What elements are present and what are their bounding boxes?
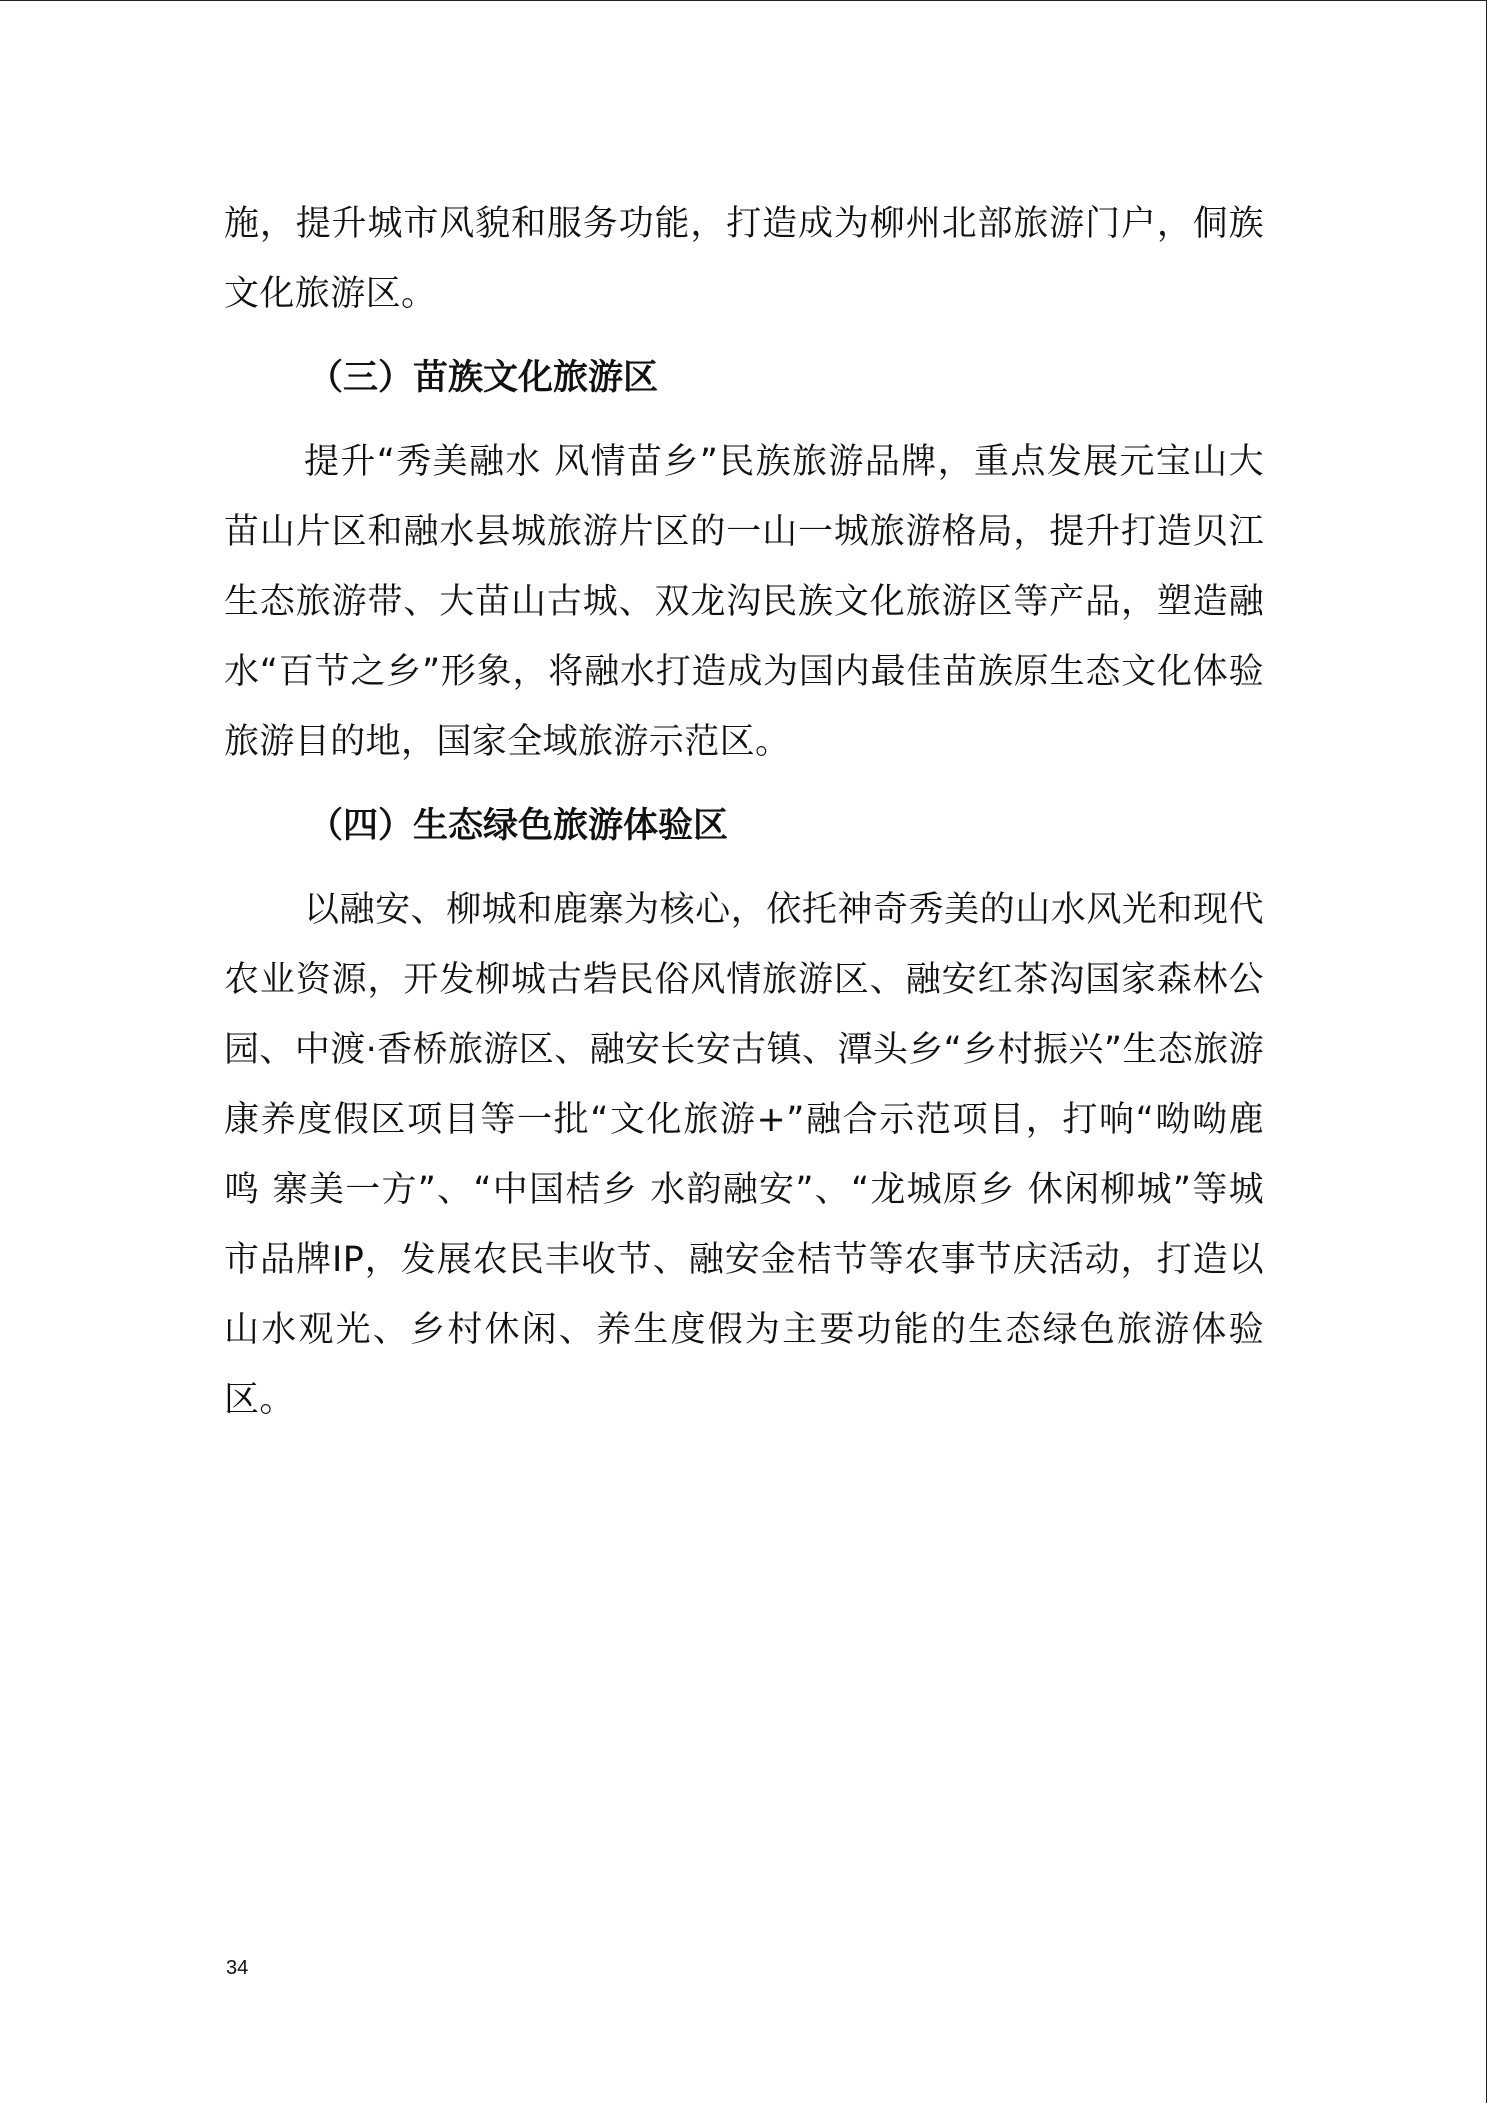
spacer [224, 861, 1264, 875]
spacer [224, 329, 1264, 343]
page-body [224, 189, 1264, 1435]
page-number: 34 [226, 1957, 249, 1979]
spacer [224, 413, 1264, 427]
spacer [224, 777, 1264, 791]
section-heading-eco: （四）生态绿色旅游体验区 [308, 806, 729, 846]
paragraph-continuation: 施，提升城市风貌和服务功能，打造成为柳州北部旅游门户，侗族文化旅游区。 [224, 204, 1264, 314]
section-heading-miao: （三）苗族文化旅游区 [308, 358, 659, 398]
paragraph-eco-tourism: 以融安、柳城和鹿寨为核心，依托神奇秀美的山水风光和现代农业资源，开发柳城古砦民俗风情旅游区、融安红茶沟国家森林公园、中渡·香桥旅游区、融安长安古镇、潭头乡“乡村振兴”生态旅游康养度假区项目等一批“文化旅游+”融合示范项目，打响“呦呦鹿鸣 寨美一方”、“中国桔乡 水韵融安”、“龙城原乡 休闲柳城”等城市品牌IP，发展农民丰收节、融安金桔节等农事节庆活动，打造以山水观光、乡村休闲、养生度假为主要功能的生态绿色旅游体验区。 [224, 890, 1264, 1420]
paragraph-miao-culture: 提升“秀美融水 风情苗乡”民族旅游品牌，重点发展元宝山大苗山片区和融水县城旅游片区的一山一城旅游格局，提升打造贝江生态旅游带、大苗山古城、双龙沟民族文化旅游区等产品，塑造融水“百节之乡”形象，将融水打造成为国内最佳苗族原生态文化体验旅游目的地，国家全域旅游示范区。 [224, 442, 1264, 762]
